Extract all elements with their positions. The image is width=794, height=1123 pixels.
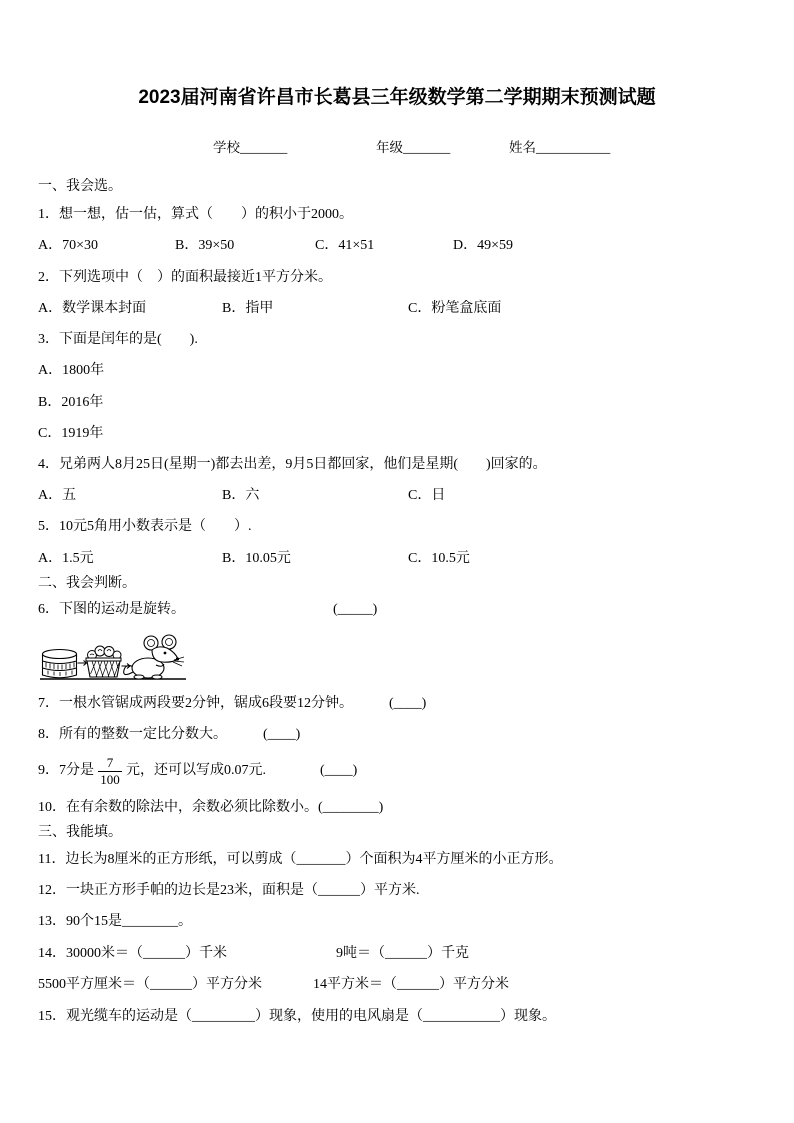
- question-4-option-b: B．六: [222, 488, 260, 503]
- cake-top: [43, 650, 77, 659]
- name-field: 姓名___________: [509, 140, 611, 155]
- question-2-option-b: B．指甲: [222, 301, 274, 316]
- question-6-figure: [38, 632, 188, 682]
- question-3-option-a: A．1800年: [38, 363, 105, 378]
- question-9-stem-after: 元，还可以写成0.07元.: [126, 763, 266, 778]
- mouse-foot: [134, 675, 144, 679]
- mouse-eye: [164, 652, 167, 655]
- question-12: 12．一块正方形手帕的边长是23米，面积是（______）平方米.: [38, 883, 420, 898]
- mouse-drawing: [124, 635, 184, 679]
- question-5-stem: 5．10元5角用小数表示是（ ）.: [38, 519, 252, 534]
- basket-item: [95, 646, 105, 656]
- question-9-stem-before: 9．7分是: [38, 763, 94, 778]
- fraction-denominator: 100: [100, 771, 120, 787]
- question-8-answer-blank: (____): [263, 727, 301, 742]
- mouse-foot: [152, 675, 162, 679]
- question-3-option-c: C．1919年: [38, 426, 104, 441]
- question-10-answer-blank: (________): [318, 800, 384, 815]
- question-2-option-c: C．粉笔盒底面: [408, 301, 502, 316]
- question-14-part-2: 9吨＝（______）千克: [336, 946, 469, 961]
- question-3-option-b: B．2016年: [38, 395, 104, 410]
- question-1-option-a: A．70×30: [38, 238, 99, 253]
- question-2-option-a: A．数学课本封面: [38, 301, 147, 316]
- question-7-answer-blank: (____): [389, 696, 427, 711]
- question-14-part-3: 5500平方厘米＝（______）平方分米: [38, 977, 262, 992]
- section-1-heading: 一、我会选。: [38, 179, 122, 194]
- page-title: 2023届河南省许昌市长葛县三年级数学第二学期期末预测试题: [138, 87, 656, 108]
- question-5-option-a: A．1.5元: [38, 551, 94, 566]
- section-2-heading: 二、我会判断。: [38, 576, 136, 591]
- cake-drawing: [43, 650, 77, 678]
- fraction-numerator: 7: [98, 756, 122, 772]
- question-4-option-c: C．日: [408, 488, 446, 503]
- question-9-stem: [38, 755, 266, 787]
- question-9-answer-blank: (____): [320, 763, 358, 778]
- question-1-option-c: C．41×51: [315, 238, 375, 253]
- question-5-option-b: B．10.05元: [222, 551, 291, 566]
- question-1-option-b: B．39×50: [175, 238, 235, 253]
- question-14-part-1: 14．30000米＝（______）千米: [38, 946, 227, 961]
- school-field: 学校_______: [213, 140, 288, 155]
- grade-field: 年级_______: [376, 140, 451, 155]
- question-8-stem: 8．所有的整数一定比分数大。: [38, 727, 227, 742]
- arrow-shape: [78, 661, 87, 666]
- question-9-fraction: [98, 756, 122, 787]
- question-1-option-d: D．49×59: [453, 238, 514, 253]
- question-10-stem: 10．在有余数的除法中，余数必须比除数小。: [38, 800, 318, 815]
- question-3-stem: 3．下面是闰年的是( ).: [38, 332, 198, 347]
- question-5-option-c: C．10.5元: [408, 551, 470, 566]
- question-14-part-4: 14平方米＝（______）平方分米: [313, 977, 509, 992]
- question-6-stem: 6．下图的运动是旋转。: [38, 602, 185, 617]
- question-2-stem: 2．下列选项中（ ）的面积最接近1平方分米。: [38, 270, 332, 285]
- question-4-stem: 4．兄弟两人8月25日(星期一)都去出差，9月5日都回家，他们是星期( )回家的。: [38, 457, 547, 472]
- question-4-option-a: A．五: [38, 488, 77, 503]
- basket-drawing: [86, 646, 121, 677]
- question-7-stem: 7．一根水管锯成两段要2分钟，锯成6段要12分钟。: [38, 696, 353, 711]
- arrow-right-icon: [78, 661, 87, 666]
- section-3-heading: 三、我能填。: [38, 825, 122, 840]
- question-15: 15．观光缆车的运动是（_________）现象，使用的电风扇是（___________）现象。: [38, 1009, 556, 1024]
- question-10: [38, 799, 383, 817]
- question-13: 13．90个15是________。: [38, 914, 192, 929]
- question-6-answer-blank: (_____): [333, 602, 378, 617]
- question-11: 11．边长为8厘米的正方形纸，可以剪成（_______）个面积为4平方厘米的小正方形。: [38, 852, 563, 867]
- question-1-stem: 1．想一想，估一估，算式（ ）的积小于2000。: [38, 207, 353, 222]
